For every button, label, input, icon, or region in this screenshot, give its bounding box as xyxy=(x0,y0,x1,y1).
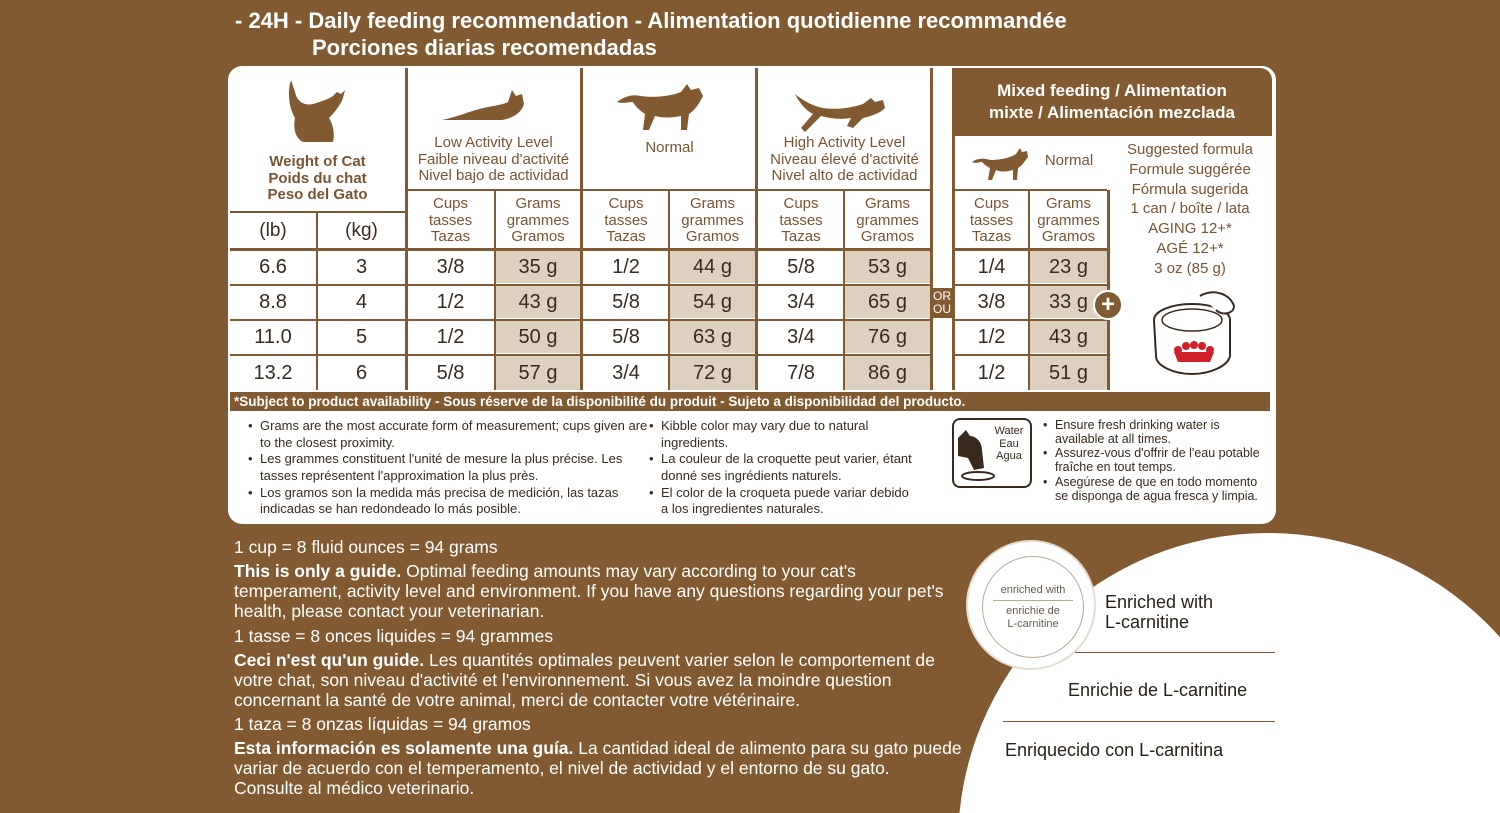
guide-paragraph-fr xyxy=(234,650,962,710)
activity-header xyxy=(759,133,930,185)
cell-low-g: 35 g xyxy=(496,251,580,283)
cell-mix-cups: 1/2 xyxy=(977,325,1006,348)
note-item: • Grams are the most accurate form of measurement; cups given are to the closest proximity. xyxy=(248,418,648,451)
grams-header-line: grammes xyxy=(1037,211,1100,229)
cell-norm-cups: 5/8 xyxy=(612,325,640,348)
cell-mix-cups: 3/8 xyxy=(977,290,1006,313)
grams-header xyxy=(1030,194,1107,248)
note-item: • El color de la croqueta puede variar debido a los ingredientes naturales. xyxy=(649,485,919,518)
activity-header-line: Low Activity Level xyxy=(434,133,553,151)
note-item: • Ensure fresh drinking water is available at all times. xyxy=(1043,418,1263,446)
cups-header xyxy=(407,194,494,248)
row-divider xyxy=(230,211,405,213)
grams-header xyxy=(670,194,755,248)
cell-low-cups: 5/8 xyxy=(436,361,465,384)
guide-bold-es: Esta información es solamente una guía. xyxy=(234,738,574,759)
column-divider xyxy=(930,68,933,390)
cell-norm-g: 54 g xyxy=(670,286,755,318)
cell-low-g: 50 g xyxy=(496,321,580,353)
enriched-en-1: Enriched with xyxy=(1105,592,1214,612)
note-item: • Les grammes constituent l'unité de mesure la plus précise. Les tasses représentent l'approximation la plus près. xyxy=(248,451,648,484)
guide-paragraph-es xyxy=(234,738,962,798)
cell-mix-cups: 1/4 xyxy=(977,255,1006,278)
cups-header-line: Cups xyxy=(432,194,469,212)
cell-low-cups: 1/2 xyxy=(436,325,465,348)
cell-mix-g: 51 g xyxy=(1030,356,1107,390)
suggested-formula-line: AGÉ 12+* xyxy=(1156,239,1224,257)
wet-food-can-icon xyxy=(1150,286,1238,378)
cell-high-cups: 7/8 xyxy=(787,361,815,384)
cups-header-line: Tazas xyxy=(430,228,471,246)
enriched-badge-inner xyxy=(982,556,1084,658)
column-divider xyxy=(580,68,583,390)
suggested-formula-line: 1 can / boîte / lata xyxy=(1130,200,1250,218)
unit-kg: (kg) xyxy=(345,220,378,242)
cell-norm-cups: 3/4 xyxy=(612,361,640,384)
unit-lb: (lb) xyxy=(259,220,287,242)
badge-text-en: enriched with xyxy=(1000,583,1066,596)
cell-high-g: 76 g xyxy=(845,321,930,353)
badge-divider xyxy=(993,600,1073,601)
cups-header-line: tasses xyxy=(428,211,473,229)
plus-icon: + xyxy=(1093,290,1123,320)
cell-lb: 11.0 xyxy=(254,325,292,348)
title-line1: Daily feeding recommendation - Alimentation quotidienne recommandée xyxy=(308,8,1067,33)
water-label-en: Water xyxy=(994,425,1024,437)
water-box xyxy=(952,418,1032,488)
notes-water xyxy=(1043,418,1263,503)
cell-lb: 13.2 xyxy=(253,361,293,384)
weight-header xyxy=(230,150,405,208)
sitting-cat-icon xyxy=(283,78,353,144)
feeding-title-es: Porciones diarias recomendadas xyxy=(312,35,657,60)
note-item: • Kibble color may vary due to natural ingredients. xyxy=(649,418,919,451)
cell-mix-g: 33 g xyxy=(1030,286,1107,318)
cup-measure-fr: 1 tasse = 8 onces liquides = 94 grammes xyxy=(234,625,554,646)
grams-header-line: Gramos xyxy=(860,228,915,246)
water-label xyxy=(988,425,1030,463)
grams-header-line: Grams xyxy=(865,194,910,212)
or-label-line: OU xyxy=(933,302,951,316)
grams-header-line: grammes xyxy=(506,211,570,229)
suggested-formula xyxy=(1110,140,1270,280)
water-label-fr: Eau xyxy=(999,437,1019,450)
grams-header-line: Grams xyxy=(690,194,735,212)
notes-measurement xyxy=(248,418,648,518)
activity-header-line: Niveau élevé d'activité xyxy=(770,150,919,168)
activity-header-line: Faible niveau d'activité xyxy=(417,150,570,168)
cell-high-cups: 5/8 xyxy=(787,255,815,278)
grams-header-line: grammes xyxy=(681,211,744,229)
activity-header-line: Nivel bajo de actividad xyxy=(418,167,569,185)
guide-body-es: La cantidad ideal de alimento para su gato puede variar de acuerdo con el temperamento, el nivel de actividad y el entorno de su gato. Consulte al médico veterinario. xyxy=(234,738,962,799)
cell-mix-g: 43 g xyxy=(1030,321,1107,353)
cups-header-line: Cups xyxy=(783,194,819,212)
cups-header-line: tasses xyxy=(779,211,823,229)
cups-header-line: tasses xyxy=(604,211,648,229)
cell-high-g: 65 g xyxy=(845,286,930,318)
suggested-formula-line: Formule suggérée xyxy=(1129,160,1251,178)
cups-header-line: Tazas xyxy=(606,228,646,246)
suggested-formula-line: Fórmula sugerida xyxy=(1131,180,1249,198)
divider xyxy=(1075,652,1275,653)
walking-cat-icon xyxy=(615,80,709,132)
walking-cat-icon-mixed xyxy=(970,146,1030,182)
cups-header-line: Cups xyxy=(608,194,644,212)
leaping-cat-icon xyxy=(793,88,893,134)
badge-text-fr-2: L-carnitine xyxy=(1007,617,1059,630)
guide-body-fr: Les quantités optimales peuvent varier selon le comportement de votre chat, son niveau d'activité et l'environnement. Si vous avez la moindre question concernant la santé de votre animal, merci de contacter votre vétérinaire. xyxy=(234,649,935,710)
cell-low-g: 43 g xyxy=(496,286,580,318)
grams-header-line: Grams xyxy=(515,194,561,212)
cups-header-line: Tazas xyxy=(971,228,1012,246)
activity-header xyxy=(407,133,580,185)
grams-header xyxy=(845,194,930,248)
cups-header xyxy=(955,194,1028,248)
cell-norm-cups: 1/2 xyxy=(612,255,640,278)
cell-kg: 4 xyxy=(355,290,368,313)
cell-norm-g: 63 g xyxy=(670,321,755,353)
lying-cat-icon xyxy=(440,84,532,124)
enriched-es: Enriquecido con L-carnitina xyxy=(1005,740,1224,760)
enriched-badge xyxy=(966,540,1096,670)
enriched-en xyxy=(1105,592,1213,632)
guide-bold-fr: Ceci n'est qu'un guide. xyxy=(234,649,425,670)
note-item: • La couleur de la croquette peut varier, étant donné ses ingrédients naturels. xyxy=(649,451,919,484)
mixed-feeding-title-line: mixte / Alimentación mezclada xyxy=(989,103,1235,122)
badge-text-fr-1: enrichie de xyxy=(1006,605,1060,618)
grams-header xyxy=(496,194,580,248)
cell-norm-cups: 5/8 xyxy=(612,290,640,313)
activity-header-line: Nivel alto de actividad xyxy=(771,167,918,185)
cell-norm-g: 72 g xyxy=(670,356,755,390)
cell-high-g: 86 g xyxy=(845,356,930,390)
suggested-formula-line: Suggested formula xyxy=(1127,141,1253,158)
guide-body-en: Optimal feeding amounts may vary according to your cat's temperament, activity level and environment. If you have any questions regarding your pet's health, please contact your veterinarian. xyxy=(234,561,944,622)
cell-high-cups: 3/4 xyxy=(787,290,815,313)
title-24h: - 24H - xyxy=(235,8,303,33)
suggested-formula-line: AGING 12+* xyxy=(1148,220,1232,238)
cell-low-g: 57 g xyxy=(496,356,580,390)
activity-header xyxy=(584,138,755,158)
cell-mix-cups: 1/2 xyxy=(977,361,1006,384)
cell-high-g: 53 g xyxy=(845,251,930,283)
cups-header xyxy=(584,194,668,248)
cups-header-line: Cups xyxy=(973,194,1010,212)
cell-norm-g: 44 g xyxy=(670,251,755,283)
availability-note: *Subject to product availability - Sous réserve de la disponibilité du produit - Sujeto a disponibilidad del producto. xyxy=(230,392,1270,411)
row-divider xyxy=(407,189,930,191)
note-item: • Asegúrese de que en todo momento se disponga de agua fresca y limpia. xyxy=(1043,475,1263,503)
cup-measure-en: 1 cup = 8 fluid ounces = 94 grams xyxy=(234,537,498,557)
water-label-es: Agua xyxy=(996,450,1022,463)
grams-header-line: grammes xyxy=(856,211,919,229)
cups-header-line: Tazas xyxy=(781,228,821,246)
cups-header-line: tasses xyxy=(969,211,1014,229)
or-label-line: OR xyxy=(933,288,951,303)
cell-high-cups: 3/4 xyxy=(787,325,815,348)
grams-header-line: Gramos xyxy=(511,228,565,246)
weight-header-line: Peso del Gato xyxy=(267,186,368,204)
mixed-feeding-title-line: Mixed feeding / Alimentation xyxy=(997,80,1227,100)
activity-header-line: Normal xyxy=(645,138,694,156)
cell-lb: 8.8 xyxy=(259,290,287,313)
guide-text xyxy=(234,537,962,799)
feeding-title xyxy=(235,8,1067,34)
cell-low-cups: 3/8 xyxy=(436,255,465,278)
cell-mix-g: 23 g xyxy=(1030,251,1107,283)
divider xyxy=(1003,721,1275,722)
enriched-fr: Enrichie de L-carnitine xyxy=(1068,680,1248,700)
grams-header-line: Grams xyxy=(1046,194,1091,212)
note-item: • Los gramos son la medida más precisa de medición, las tazas indicadas se han redondeado lo más posible. xyxy=(248,485,648,518)
or-label xyxy=(932,288,952,318)
column-divider xyxy=(755,68,758,390)
guide-paragraph-en xyxy=(234,561,962,621)
cell-kg: 6 xyxy=(355,361,368,384)
notes-kibble xyxy=(649,418,919,518)
cell-kg: 5 xyxy=(355,325,368,348)
cell-lb: 6.6 xyxy=(259,255,287,278)
cell-low-cups: 1/2 xyxy=(436,290,465,313)
grams-header-line: Gramos xyxy=(1041,228,1096,246)
suggested-formula-line: 3 oz (85 g) xyxy=(1154,259,1226,277)
cup-measure-es: 1 taza = 8 onzas líquidas = 94 gramos xyxy=(234,714,531,734)
cups-header xyxy=(759,194,843,248)
weight-header-line: Poids du chat xyxy=(268,169,367,187)
activity-header-line: High Activity Level xyxy=(783,133,906,151)
mixed-feeding-header xyxy=(952,68,1272,136)
enriched-en-2: L-carnitine xyxy=(1105,612,1190,633)
cell-kg: 3 xyxy=(355,255,368,278)
weight-header-line: Weight of Cat xyxy=(269,152,366,170)
mixed-normal-label: Normal xyxy=(1044,151,1094,169)
grams-header-line: Gramos xyxy=(685,228,740,246)
guide-bold-en: This is only a guide. xyxy=(234,561,402,582)
note-item: • Assurez-vous d'offrir de l'eau potable fraîche en tout temps. xyxy=(1043,446,1263,474)
row-divider xyxy=(955,189,1107,191)
